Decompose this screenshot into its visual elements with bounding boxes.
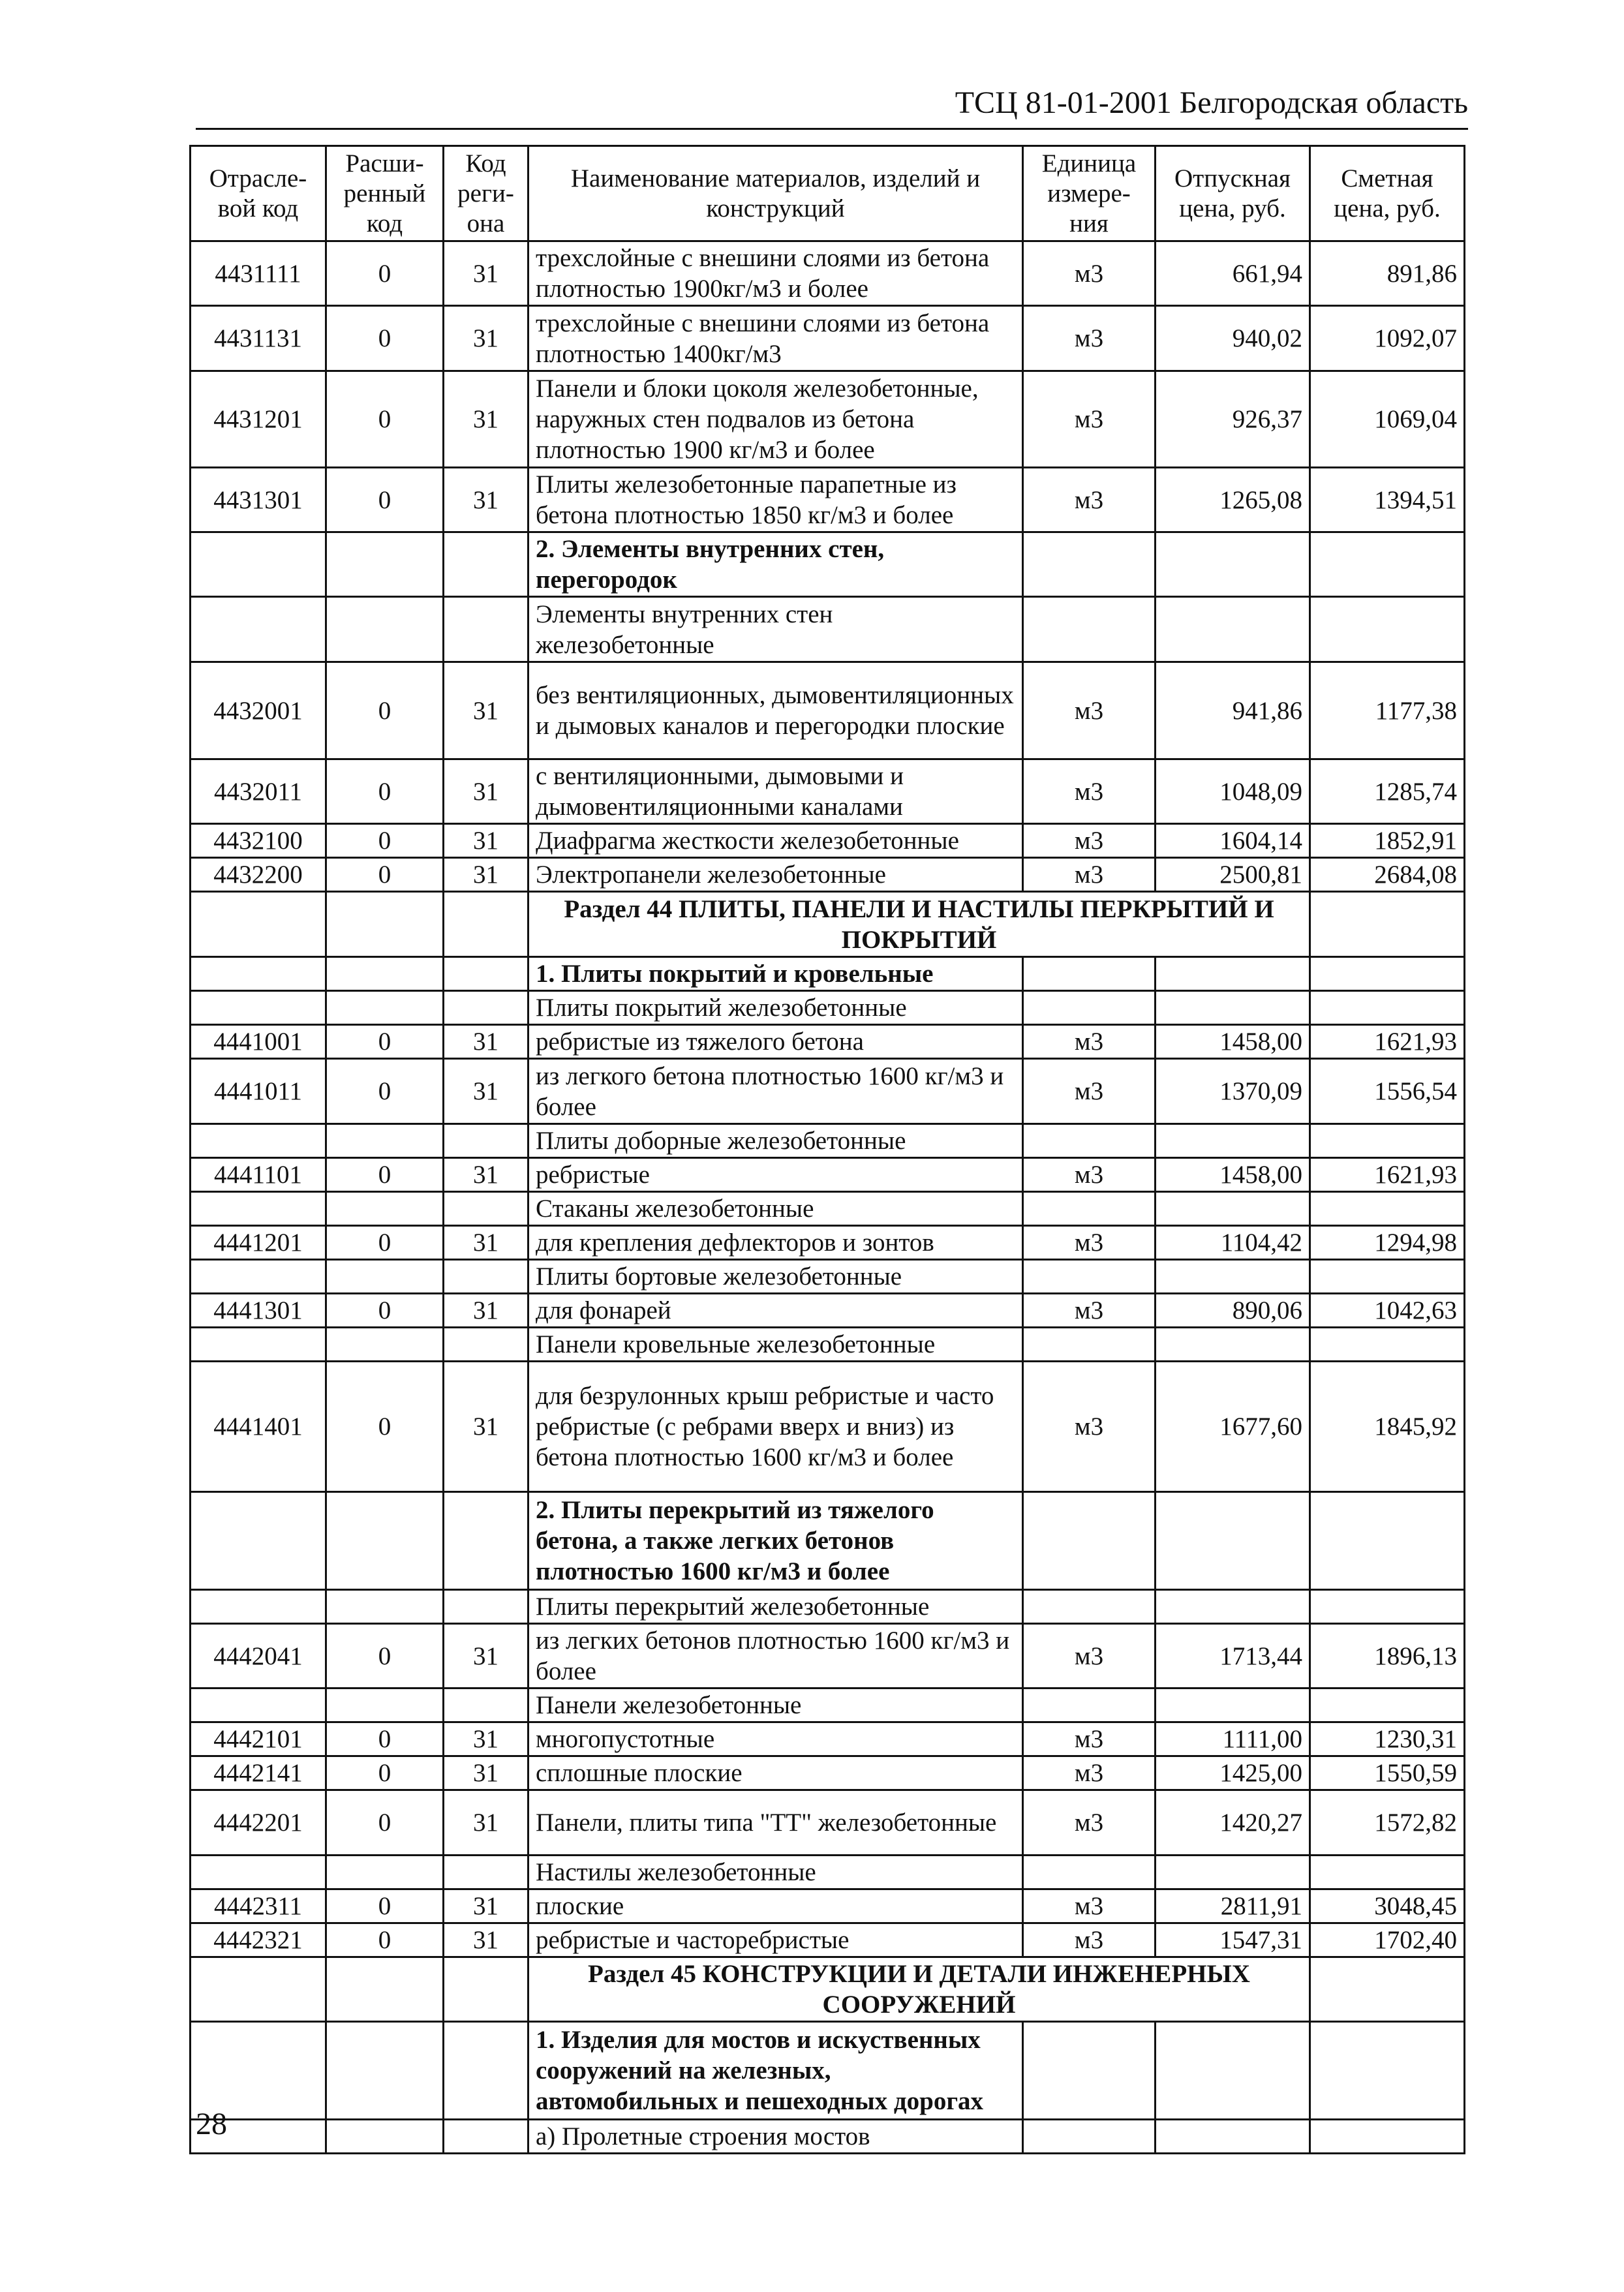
cell-empty bbox=[326, 1688, 444, 1722]
cell-extended-code: 0 bbox=[326, 858, 444, 892]
cell-code: 4441201 bbox=[191, 1226, 326, 1260]
group-row bbox=[191, 1590, 1465, 1624]
cell-unit: м3 bbox=[1023, 824, 1156, 858]
cell-estimate-price: 3048,45 bbox=[1310, 1889, 1465, 1923]
cell-code: 4442311 bbox=[191, 1889, 326, 1923]
cell-empty bbox=[1310, 1492, 1465, 1590]
cell-unit: м3 bbox=[1023, 1158, 1156, 1192]
cell-unit: м3 bbox=[1023, 858, 1156, 892]
cell-code: 4432200 bbox=[191, 858, 326, 892]
cell-estimate-price: 1285,74 bbox=[1310, 759, 1465, 824]
cell-release-price: 1713,44 bbox=[1156, 1624, 1310, 1688]
cell-estimate-price: 1177,38 bbox=[1310, 662, 1465, 759]
cell-empty bbox=[326, 957, 444, 991]
group-row bbox=[191, 2022, 1465, 2120]
cell-estimate-price: 1069,04 bbox=[1310, 371, 1465, 468]
cell-empty bbox=[1156, 1856, 1310, 1889]
cell-estimate-price: 1230,31 bbox=[1310, 1722, 1465, 1756]
cell-region-code: 31 bbox=[444, 1889, 529, 1923]
cell-empty bbox=[191, 1328, 326, 1362]
cell-empty bbox=[326, 1957, 444, 2022]
cell-estimate-price: 1621,93 bbox=[1310, 1025, 1465, 1059]
cell-name: с вентиляционными, дымовыми и дымовентиляционными каналами bbox=[529, 759, 1023, 824]
column-header-unit: Единица измере-ния bbox=[1023, 146, 1156, 241]
cell-region-code: 31 bbox=[444, 1362, 529, 1492]
cell-release-price: 1425,00 bbox=[1156, 1756, 1310, 1790]
cell-release-price: 926,37 bbox=[1156, 371, 1310, 468]
cell-region-code: 31 bbox=[444, 1158, 529, 1192]
column-header-release-price: Отпускная цена, руб. bbox=[1156, 146, 1310, 241]
cell-code: 4431201 bbox=[191, 371, 326, 468]
table-row bbox=[191, 1158, 1465, 1192]
table-row bbox=[191, 858, 1465, 892]
cell-estimate-price: 1845,92 bbox=[1310, 1362, 1465, 1492]
cell-empty bbox=[191, 1260, 326, 1294]
cell-empty bbox=[326, 597, 444, 662]
cell-empty bbox=[444, 892, 529, 957]
cell-release-price: 1458,00 bbox=[1156, 1025, 1310, 1059]
cell-estimate-price: 891,86 bbox=[1310, 241, 1465, 306]
cell-estimate-price: 1702,40 bbox=[1310, 1923, 1465, 1957]
table-row bbox=[191, 306, 1465, 371]
cell-empty bbox=[1023, 1856, 1156, 1889]
table-body bbox=[191, 241, 1465, 2154]
cell-unit: м3 bbox=[1023, 371, 1156, 468]
cell-code: 4441011 bbox=[191, 1059, 326, 1124]
cell-extended-code: 0 bbox=[326, 1624, 444, 1688]
cell-extended-code: 0 bbox=[326, 1362, 444, 1492]
cell-unit: м3 bbox=[1023, 1722, 1156, 1756]
cell-extended-code: 0 bbox=[326, 371, 444, 468]
table-row bbox=[191, 1923, 1465, 1957]
cell-empty bbox=[1156, 957, 1310, 991]
cell-region-code: 31 bbox=[444, 1294, 529, 1328]
cell-name: для крепления дефлекторов и зонтов bbox=[529, 1226, 1023, 1260]
cell-empty bbox=[191, 1856, 326, 1889]
cell-empty bbox=[1156, 1192, 1310, 1226]
group-label: Стаканы железобетонные bbox=[529, 1192, 1023, 1226]
cell-extended-code: 0 bbox=[326, 241, 444, 306]
cell-region-code: 31 bbox=[444, 1790, 529, 1856]
cell-empty bbox=[1156, 1260, 1310, 1294]
cell-unit: м3 bbox=[1023, 662, 1156, 759]
cell-name: ребристые и часторебристые bbox=[529, 1923, 1023, 1957]
cell-release-price: 1677,60 bbox=[1156, 1362, 1310, 1492]
cell-estimate-price: 1852,91 bbox=[1310, 824, 1465, 858]
cell-code: 4442041 bbox=[191, 1624, 326, 1688]
cell-empty bbox=[444, 1590, 529, 1624]
cell-empty bbox=[444, 2120, 529, 2154]
cell-name: Панели, плиты типа "ТТ" железобетонные bbox=[529, 1790, 1023, 1856]
cell-empty bbox=[326, 892, 444, 957]
cell-code: 4441101 bbox=[191, 1158, 326, 1192]
cell-empty bbox=[1156, 2120, 1310, 2154]
cell-empty bbox=[191, 597, 326, 662]
cell-release-price: 940,02 bbox=[1156, 306, 1310, 371]
cell-region-code: 31 bbox=[444, 1756, 529, 1790]
cell-release-price: 661,94 bbox=[1156, 241, 1310, 306]
table-row bbox=[191, 1624, 1465, 1688]
table-row bbox=[191, 759, 1465, 824]
cell-empty bbox=[191, 892, 326, 957]
cell-empty bbox=[1023, 991, 1156, 1025]
group-row bbox=[191, 2120, 1465, 2154]
cell-empty bbox=[191, 1192, 326, 1226]
cell-empty bbox=[1023, 597, 1156, 662]
cell-code: 4442321 bbox=[191, 1923, 326, 1957]
cell-estimate-price: 1896,13 bbox=[1310, 1624, 1465, 1688]
group-label: а) Пролетные строения мостов bbox=[529, 2120, 1023, 2154]
cell-extended-code: 0 bbox=[326, 1226, 444, 1260]
cell-empty bbox=[326, 2120, 444, 2154]
table-row bbox=[191, 371, 1465, 468]
subsection-title: 1. Плиты покрытий и кровельные bbox=[529, 957, 1023, 991]
cell-name: сплошные плоские bbox=[529, 1756, 1023, 1790]
cell-estimate-price: 1621,93 bbox=[1310, 1158, 1465, 1192]
cell-empty bbox=[191, 532, 326, 597]
cell-empty bbox=[1023, 1328, 1156, 1362]
subsection-title: 2. Элементы внутренних стен, перегородок bbox=[529, 532, 1023, 597]
subsection-title: 2. Плиты перекрытий из тяжелого бетона, а также легких бетонов плотностью 1600 кг/м3 и более bbox=[529, 1492, 1023, 1590]
cell-estimate-price: 1042,63 bbox=[1310, 1294, 1465, 1328]
cell-name: плоские bbox=[529, 1889, 1023, 1923]
cell-name: трехслойные с внешини слоями из бетона плотностью 1400кг/м3 bbox=[529, 306, 1023, 371]
cell-empty bbox=[1023, 2120, 1156, 2154]
cell-empty bbox=[444, 597, 529, 662]
cell-code: 4431131 bbox=[191, 306, 326, 371]
cell-release-price: 1458,00 bbox=[1156, 1158, 1310, 1192]
column-header-name: Наименование материалов, изделий и конструкций bbox=[529, 146, 1023, 241]
cell-extended-code: 0 bbox=[326, 824, 444, 858]
group-label: Настилы железобетонные bbox=[529, 1856, 1023, 1889]
cell-empty bbox=[191, 957, 326, 991]
cell-name: для безрулонных крыш ребристые и часто ребристые (с ребрами вверх и вниз) из бетона плотностью 1600 кг/м3 и более bbox=[529, 1362, 1023, 1492]
cell-empty bbox=[1310, 957, 1465, 991]
table-row bbox=[191, 1722, 1465, 1756]
group-row bbox=[191, 1688, 1465, 1722]
cell-empty bbox=[1310, 1856, 1465, 1889]
table-header-row bbox=[191, 146, 1465, 241]
group-label: Панели железобетонные bbox=[529, 1688, 1023, 1722]
cell-code: 4441401 bbox=[191, 1362, 326, 1492]
table-row bbox=[191, 1362, 1465, 1492]
cell-empty bbox=[191, 1957, 326, 2022]
cell-empty bbox=[1310, 1124, 1465, 1158]
cell-empty bbox=[444, 1328, 529, 1362]
cell-empty bbox=[326, 991, 444, 1025]
cell-empty bbox=[1310, 2120, 1465, 2154]
cell-region-code: 31 bbox=[444, 662, 529, 759]
cell-estimate-price: 1556,54 bbox=[1310, 1059, 1465, 1124]
cell-empty bbox=[191, 991, 326, 1025]
cell-empty bbox=[1310, 991, 1465, 1025]
cell-extended-code: 0 bbox=[326, 1889, 444, 1923]
cell-code: 4431111 bbox=[191, 241, 326, 306]
group-row bbox=[191, 991, 1465, 1025]
cell-region-code: 31 bbox=[444, 1722, 529, 1756]
cell-empty bbox=[191, 1590, 326, 1624]
cell-code: 4431301 bbox=[191, 468, 326, 532]
cell-extended-code: 0 bbox=[326, 468, 444, 532]
cell-empty bbox=[1023, 1124, 1156, 1158]
cell-empty bbox=[191, 1492, 326, 1590]
cell-code: 4442201 bbox=[191, 1790, 326, 1856]
cell-release-price: 1604,14 bbox=[1156, 824, 1310, 858]
cell-region-code: 31 bbox=[444, 759, 529, 824]
section-title: Раздел 44 ПЛИТЫ, ПАНЕЛИ И НАСТИЛЫ ПЕРКРЫТИЙ И ПОКРЫТИЙ bbox=[529, 892, 1310, 957]
cell-extended-code: 0 bbox=[326, 1158, 444, 1192]
cell-release-price: 1111,00 bbox=[1156, 1722, 1310, 1756]
price-table bbox=[189, 145, 1465, 2154]
cell-empty bbox=[326, 1192, 444, 1226]
cell-empty bbox=[444, 532, 529, 597]
cell-empty bbox=[1156, 532, 1310, 597]
cell-code: 4441001 bbox=[191, 1025, 326, 1059]
cell-release-price: 1420,27 bbox=[1156, 1790, 1310, 1856]
cell-region-code: 31 bbox=[444, 468, 529, 532]
cell-release-price: 1048,09 bbox=[1156, 759, 1310, 824]
group-row bbox=[191, 1124, 1465, 1158]
cell-code: 4432001 bbox=[191, 662, 326, 759]
cell-region-code: 31 bbox=[444, 306, 529, 371]
cell-unit: м3 bbox=[1023, 1790, 1156, 1856]
group-label: Плиты перекрытий железобетонные bbox=[529, 1590, 1023, 1624]
cell-unit: м3 bbox=[1023, 1362, 1156, 1492]
cell-empty bbox=[1023, 1260, 1156, 1294]
cell-empty bbox=[1023, 532, 1156, 597]
cell-empty bbox=[1310, 1590, 1465, 1624]
cell-code: 4442141 bbox=[191, 1756, 326, 1790]
cell-empty bbox=[1023, 1688, 1156, 1722]
cell-unit: м3 bbox=[1023, 759, 1156, 824]
column-header-region-code: Код реги-она bbox=[444, 146, 529, 241]
cell-empty bbox=[444, 1856, 529, 1889]
cell-extended-code: 0 bbox=[326, 1722, 444, 1756]
cell-name: без вентиляционных, дымовентиляционных и дымовых каналов и перегородки плоские bbox=[529, 662, 1023, 759]
cell-unit: м3 bbox=[1023, 241, 1156, 306]
cell-empty bbox=[444, 1688, 529, 1722]
cell-extended-code: 0 bbox=[326, 1059, 444, 1124]
cell-estimate-price: 1092,07 bbox=[1310, 306, 1465, 371]
document-title: ТСЦ 81-01-2001 Белгородская область bbox=[955, 85, 1468, 120]
cell-empty bbox=[326, 1590, 444, 1624]
section-title: Раздел 45 КОНСТРУКЦИИ И ДЕТАЛИ ИНЖЕНЕРНЫХ СООРУЖЕНИЙ bbox=[529, 1957, 1310, 2022]
group-row bbox=[191, 532, 1465, 597]
group-row bbox=[191, 1260, 1465, 1294]
cell-region-code: 31 bbox=[444, 858, 529, 892]
cell-empty bbox=[444, 957, 529, 991]
cell-code: 4432100 bbox=[191, 824, 326, 858]
cell-empty bbox=[326, 1492, 444, 1590]
cell-release-price: 2500,81 bbox=[1156, 858, 1310, 892]
table-row bbox=[191, 1756, 1465, 1790]
cell-empty bbox=[191, 1688, 326, 1722]
cell-extended-code: 0 bbox=[326, 306, 444, 371]
cell-unit: м3 bbox=[1023, 1923, 1156, 1957]
cell-unit: м3 bbox=[1023, 1624, 1156, 1688]
cell-name: ребристые bbox=[529, 1158, 1023, 1192]
cell-release-price: 2811,91 bbox=[1156, 1889, 1310, 1923]
cell-name: Диафрагма жесткости железобетонные bbox=[529, 824, 1023, 858]
cell-region-code: 31 bbox=[444, 1059, 529, 1124]
section-row bbox=[191, 1957, 1465, 2022]
group-label: Плиты покрытий железобетонные bbox=[529, 991, 1023, 1025]
group-row bbox=[191, 597, 1465, 662]
group-label: Плиты бортовые железобетонные bbox=[529, 1260, 1023, 1294]
table-row bbox=[191, 662, 1465, 759]
cell-extended-code: 0 bbox=[326, 759, 444, 824]
cell-code: 4442101 bbox=[191, 1722, 326, 1756]
cell-region-code: 31 bbox=[444, 1624, 529, 1688]
cell-empty bbox=[444, 1124, 529, 1158]
table-row bbox=[191, 1226, 1465, 1260]
cell-empty bbox=[191, 1124, 326, 1158]
cell-empty bbox=[1156, 1688, 1310, 1722]
cell-unit: м3 bbox=[1023, 1025, 1156, 1059]
table-row bbox=[191, 1059, 1465, 1124]
cell-empty bbox=[1023, 1590, 1156, 1624]
cell-empty bbox=[191, 2022, 326, 2120]
cell-empty bbox=[444, 991, 529, 1025]
cell-code: 4441301 bbox=[191, 1294, 326, 1328]
cell-empty bbox=[1310, 892, 1465, 957]
column-header-extended-code: Расши-ренный код bbox=[326, 146, 444, 241]
group-row bbox=[191, 1192, 1465, 1226]
cell-empty bbox=[1156, 1124, 1310, 1158]
cell-empty bbox=[1156, 1328, 1310, 1362]
group-label: Панели кровельные железобетонные bbox=[529, 1328, 1023, 1362]
cell-region-code: 31 bbox=[444, 371, 529, 468]
group-row bbox=[191, 957, 1465, 991]
cell-empty bbox=[444, 1957, 529, 2022]
table-row bbox=[191, 468, 1465, 532]
cell-extended-code: 0 bbox=[326, 1923, 444, 1957]
document-header bbox=[196, 78, 1468, 130]
cell-name: Электропанели железобетонные bbox=[529, 858, 1023, 892]
cell-empty bbox=[326, 1856, 444, 1889]
page-number: 28 bbox=[196, 2107, 227, 2141]
cell-release-price: 890,06 bbox=[1156, 1294, 1310, 1328]
group-label: Плиты доборные железобетонные bbox=[529, 1124, 1023, 1158]
cell-empty bbox=[1156, 2022, 1310, 2120]
cell-estimate-price: 2684,08 bbox=[1310, 858, 1465, 892]
cell-empty bbox=[1023, 1492, 1156, 1590]
cell-estimate-price: 1572,82 bbox=[1310, 1790, 1465, 1856]
cell-empty bbox=[1310, 1328, 1465, 1362]
cell-region-code: 31 bbox=[444, 1025, 529, 1059]
cell-estimate-price: 1294,98 bbox=[1310, 1226, 1465, 1260]
cell-name: для фонарей bbox=[529, 1294, 1023, 1328]
cell-empty bbox=[1310, 1260, 1465, 1294]
cell-name: из легкого бетона плотностью 1600 кг/м3 и более bbox=[529, 1059, 1023, 1124]
cell-region-code: 31 bbox=[444, 1226, 529, 1260]
cell-empty bbox=[444, 1260, 529, 1294]
cell-empty bbox=[1310, 1192, 1465, 1226]
table-row bbox=[191, 241, 1465, 306]
section-row bbox=[191, 892, 1465, 957]
cell-extended-code: 0 bbox=[326, 1294, 444, 1328]
cell-empty bbox=[1156, 991, 1310, 1025]
cell-name: многопустотные bbox=[529, 1722, 1023, 1756]
cell-extended-code: 0 bbox=[326, 662, 444, 759]
group-row bbox=[191, 1328, 1465, 1362]
cell-region-code: 31 bbox=[444, 824, 529, 858]
cell-name: Панели и блоки цоколя железобетонные, наружных стен подвалов из бетона плотностью 1900 кг/м3 и более bbox=[529, 371, 1023, 468]
cell-release-price: 1104,42 bbox=[1156, 1226, 1310, 1260]
cell-name: из легких бетонов плотностью 1600 кг/м3 и более bbox=[529, 1624, 1023, 1688]
group-label: Элементы внутренних стен железобетонные bbox=[529, 597, 1023, 662]
cell-empty bbox=[1156, 597, 1310, 662]
cell-unit: м3 bbox=[1023, 1059, 1156, 1124]
group-row bbox=[191, 1856, 1465, 1889]
cell-empty bbox=[326, 1260, 444, 1294]
cell-release-price: 1547,31 bbox=[1156, 1923, 1310, 1957]
cell-empty bbox=[1156, 1590, 1310, 1624]
cell-unit: м3 bbox=[1023, 306, 1156, 371]
cell-empty bbox=[1023, 1192, 1156, 1226]
table-row bbox=[191, 1889, 1465, 1923]
cell-empty bbox=[326, 1328, 444, 1362]
cell-empty bbox=[1310, 1957, 1465, 2022]
cell-release-price: 1370,09 bbox=[1156, 1059, 1310, 1124]
cell-unit: м3 bbox=[1023, 1294, 1156, 1328]
cell-empty bbox=[1310, 1688, 1465, 1722]
cell-empty bbox=[1156, 1492, 1310, 1590]
cell-empty bbox=[1310, 597, 1465, 662]
cell-extended-code: 0 bbox=[326, 1756, 444, 1790]
cell-code: 4432011 bbox=[191, 759, 326, 824]
cell-release-price: 1265,08 bbox=[1156, 468, 1310, 532]
table-row bbox=[191, 1790, 1465, 1856]
table-row bbox=[191, 1294, 1465, 1328]
cell-empty bbox=[444, 1492, 529, 1590]
cell-empty bbox=[326, 532, 444, 597]
group-row bbox=[191, 1492, 1465, 1590]
cell-unit: м3 bbox=[1023, 1889, 1156, 1923]
cell-unit: м3 bbox=[1023, 1756, 1156, 1790]
cell-empty bbox=[1310, 532, 1465, 597]
table-row bbox=[191, 824, 1465, 858]
cell-name: ребристые из тяжелого бетона bbox=[529, 1025, 1023, 1059]
subsection-title: 1. Изделия для мостов и искуственных сооружений на железных, автомобильных и пешеходных дорогах bbox=[529, 2022, 1023, 2120]
cell-extended-code: 0 bbox=[326, 1790, 444, 1856]
cell-extended-code: 0 bbox=[326, 1025, 444, 1059]
cell-release-price: 941,86 bbox=[1156, 662, 1310, 759]
cell-empty bbox=[444, 2022, 529, 2120]
cell-estimate-price: 1394,51 bbox=[1310, 468, 1465, 532]
cell-empty bbox=[1310, 2022, 1465, 2120]
cell-empty bbox=[326, 1124, 444, 1158]
cell-empty bbox=[1023, 957, 1156, 991]
cell-empty bbox=[326, 2022, 444, 2120]
cell-empty bbox=[1023, 2022, 1156, 2120]
cell-empty bbox=[444, 1192, 529, 1226]
cell-region-code: 31 bbox=[444, 1923, 529, 1957]
cell-unit: м3 bbox=[1023, 1226, 1156, 1260]
cell-region-code: 31 bbox=[444, 241, 529, 306]
cell-unit: м3 bbox=[1023, 468, 1156, 532]
column-header-code: Отрасле-вой код bbox=[191, 146, 326, 241]
cell-name: трехслойные с внешини слоями из бетона плотностью 1900кг/м3 и более bbox=[529, 241, 1023, 306]
cell-estimate-price: 1550,59 bbox=[1310, 1756, 1465, 1790]
cell-name: Плиты железобетонные парапетные из бетона плотностью 1850 кг/м3 и более bbox=[529, 468, 1023, 532]
column-header-estimate-price: Сметная цена, руб. bbox=[1310, 146, 1465, 241]
table-row bbox=[191, 1025, 1465, 1059]
